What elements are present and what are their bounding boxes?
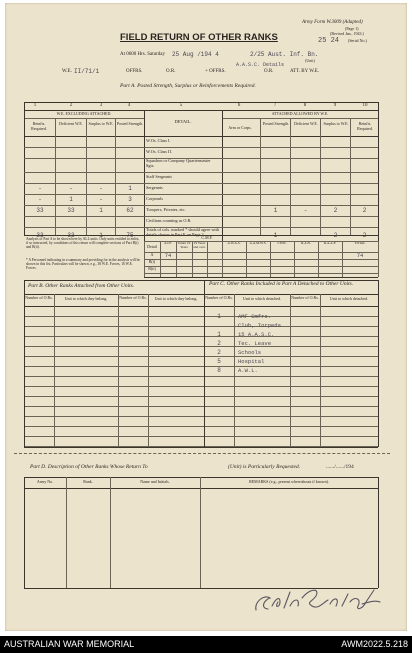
part-d-header-name: Name and Initials. bbox=[140, 479, 170, 484]
unit-name: 2/25 Aust. Inf. Bn. bbox=[250, 51, 319, 58]
table-rule bbox=[24, 136, 378, 137]
table-rule bbox=[320, 294, 321, 447]
table-cell: - bbox=[38, 195, 42, 203]
header-posted-strength-att: Posted Strength. bbox=[262, 121, 290, 126]
table-cell: - bbox=[38, 184, 42, 192]
part-c-header-num-2: Number of O.Rs. bbox=[291, 295, 319, 300]
table-cell: - bbox=[303, 206, 308, 214]
part-c-entry-count: 2 bbox=[217, 349, 221, 356]
detail-label: Troopers, Privates, etc. bbox=[146, 207, 186, 212]
signature bbox=[250, 584, 385, 618]
analysis-header: R.A.A.F. bbox=[323, 241, 337, 245]
serial-label: (Serial No.) bbox=[348, 38, 367, 43]
part-c-entry-unit: Hospital bbox=[238, 358, 265, 365]
table-rule bbox=[378, 477, 379, 588]
table-rule bbox=[24, 436, 378, 437]
col-number-7: 7 bbox=[273, 103, 277, 108]
or-label-2: O.R. bbox=[264, 69, 274, 74]
table-cell: 1 bbox=[128, 184, 132, 192]
table-rule bbox=[24, 306, 378, 307]
part-c-entry-count: 5 bbox=[217, 358, 221, 365]
part-c-header-num-1: Number of O.Rs. bbox=[205, 295, 233, 300]
table-rule bbox=[24, 316, 378, 317]
table-cell: - bbox=[99, 184, 103, 192]
page-number: (Page 1) bbox=[345, 26, 359, 31]
table-rule bbox=[200, 477, 201, 588]
header-posted-strength: Posted Strength. bbox=[116, 121, 144, 126]
analysis-row-label: A bbox=[150, 252, 154, 257]
col-number-2: 2 bbox=[69, 103, 73, 108]
table-rule bbox=[378, 280, 379, 447]
table-cell: 1 bbox=[273, 206, 278, 214]
return-date: 25 Aug /194 4 bbox=[172, 51, 219, 58]
col-number-1: 1 bbox=[33, 103, 37, 108]
part-c-header-unit-2: Unit to which detached. bbox=[329, 296, 369, 301]
footer-institution: AUSTRALIAN WAR MEMORIAL bbox=[4, 639, 135, 649]
analysis-cell: 74 bbox=[356, 252, 364, 259]
detail-label: W.Os. Class II. bbox=[146, 149, 172, 154]
table-rule bbox=[24, 356, 378, 357]
table-cell: - bbox=[99, 195, 103, 203]
detail-label: Totals of cols. marked * should agree with details shown in Part E on Page 2 bbox=[146, 227, 219, 237]
group-header-right: ATTACHED ALLOWED BY W.E. bbox=[271, 111, 329, 116]
analysis-header: R.A.N. bbox=[301, 241, 311, 245]
table-cell: 33 bbox=[36, 206, 44, 214]
table-cell: - bbox=[303, 232, 308, 239]
table-rule bbox=[148, 294, 149, 447]
table-cell: 2 bbox=[333, 206, 338, 214]
footer-bar bbox=[0, 636, 412, 653]
part-b-header-unit-1: Unit to which they belong. bbox=[64, 296, 108, 301]
analysis-note: Analysis of Part A to be shown here by ALL units. Only units entitled to enlist, if so instructed, by conditions of this return will complete sections of Part B(i) and B(ii). bbox=[26, 237, 140, 250]
col-number-5: 5 bbox=[179, 103, 183, 108]
table-rule bbox=[290, 294, 291, 447]
part-c-header-unit-1: Unit to which detached. bbox=[242, 296, 282, 301]
analysis-row-label: Detail bbox=[147, 244, 157, 249]
table-rule bbox=[144, 273, 378, 274]
table-rule bbox=[24, 376, 378, 377]
analysis-header: 19 Years and over. bbox=[193, 241, 206, 249]
detail-label: W.Os. Class I. bbox=[146, 138, 171, 143]
table-cell: 1 bbox=[99, 206, 103, 214]
part-c-entry-unit: Club, Torpeda bbox=[238, 322, 281, 329]
table-cell: 75 bbox=[126, 232, 134, 239]
table-rule bbox=[290, 118, 291, 235]
part-d-date: ....../....../194 bbox=[326, 464, 354, 470]
table-rule bbox=[24, 426, 378, 427]
table-rule bbox=[24, 326, 378, 327]
table-rule bbox=[24, 386, 378, 387]
header-deficient-we: Deficient W.E. bbox=[59, 121, 83, 126]
table-rule bbox=[350, 118, 351, 235]
part-d-header-rank: Rank. bbox=[83, 479, 93, 484]
or-label: O.R. bbox=[166, 69, 176, 74]
part-d-header-remarks: REMARKS (e.g., present whereabouts if known). bbox=[249, 479, 329, 484]
col-number-3: 3 bbox=[99, 103, 103, 108]
part-c-entry-count: 2 bbox=[217, 340, 221, 347]
analysis-header: TOTAL bbox=[354, 241, 366, 245]
analysis-note-2: * A Personnel indicating in a summary and providing for in the analysis will be shown in this list. Particulars will be shown, e.g., 38 W.E. Forces, 16 W.E. Forces. bbox=[26, 258, 140, 271]
table-rule bbox=[24, 147, 378, 148]
table-cell: 33 bbox=[67, 206, 75, 214]
part-b-header-num-1: Number of O.Rs. bbox=[25, 295, 53, 300]
at-hours-label: At 0600 Hrs. Saturday bbox=[120, 52, 165, 57]
table-rule bbox=[204, 280, 205, 447]
col-number-8: 8 bbox=[303, 103, 307, 108]
table-rule bbox=[24, 396, 378, 397]
col-number-9: 9 bbox=[333, 103, 337, 108]
table-cell: 33 bbox=[67, 232, 75, 239]
header-detail: DETAIL. bbox=[174, 119, 192, 124]
table-rule bbox=[110, 477, 111, 588]
table-rule bbox=[55, 118, 56, 235]
col-number-10: 10 bbox=[362, 103, 368, 108]
table-cell: 1 bbox=[273, 232, 278, 239]
table-rule bbox=[260, 118, 261, 235]
table-rule bbox=[24, 488, 378, 489]
cmf-label: C.M.F. bbox=[201, 235, 213, 240]
form-revision: (Revised Jan., 1943.) bbox=[330, 31, 364, 36]
table-rule bbox=[24, 346, 378, 347]
attached-unit-typed: A.A.S.C. Details bbox=[236, 62, 285, 68]
group-header-left: W.E. EXCLUDING ATTACHED. bbox=[56, 111, 112, 116]
detail-label: Staff Sergeants bbox=[146, 174, 172, 179]
table-cell: 33 bbox=[36, 232, 44, 239]
col-number-4: 4 bbox=[127, 103, 131, 108]
table-rule bbox=[24, 172, 378, 173]
table-rule bbox=[24, 216, 378, 217]
detail-label: Corporals bbox=[146, 196, 163, 201]
table-cell: 1 bbox=[69, 195, 73, 203]
part-d-title-unit: (Unit) is Particularly Requested. bbox=[228, 464, 301, 470]
table-rule bbox=[222, 118, 378, 119]
detail-label: Civilians counting as O.R. bbox=[146, 218, 192, 223]
table-cell: 2 bbox=[362, 206, 367, 214]
table-rule bbox=[66, 477, 67, 588]
table-rule bbox=[144, 277, 378, 278]
part-c-entry-unit: A.W.L. bbox=[238, 367, 258, 374]
detail-label: Squadron or Company Quartermaster Sgts. bbox=[146, 158, 211, 168]
col-number-6: 6 bbox=[237, 103, 241, 108]
table-rule bbox=[144, 259, 378, 260]
table-rule bbox=[24, 447, 378, 448]
table-rule bbox=[144, 266, 378, 267]
table-rule bbox=[24, 366, 378, 367]
analysis-header: A.W.A.S. bbox=[227, 241, 241, 245]
form-title: FIELD RETURN OF OTHER RANKS bbox=[120, 32, 278, 43]
perforation-line bbox=[14, 453, 390, 454]
part-c-entry-unit: AMF Cmfrs. bbox=[238, 313, 272, 320]
header-deficient-we-att: Deficient W.E. bbox=[294, 121, 318, 126]
part-c-entry-unit: Schools bbox=[238, 349, 262, 356]
header-reinfts-required: Reinfts. Required. bbox=[31, 121, 47, 131]
table-rule bbox=[54, 294, 55, 447]
we-label: W.E. bbox=[62, 69, 72, 74]
table-rule bbox=[118, 294, 119, 447]
table-rule bbox=[24, 406, 378, 407]
part-b-header-num-2: Number of O.Rs. bbox=[119, 295, 147, 300]
part-d-header-army-no: Army No. bbox=[36, 479, 54, 484]
part-c-entry-count: 1 bbox=[217, 331, 221, 338]
we-value: II/71/1 bbox=[74, 68, 100, 75]
part-c-entry-count: 8 bbox=[217, 367, 221, 374]
offrs-label-2: + OFFRS. bbox=[205, 69, 226, 74]
unit-label: (Unit) bbox=[305, 58, 315, 63]
table-rule bbox=[320, 118, 321, 235]
form-number: Army Form W.3009 (Adapted) bbox=[302, 20, 363, 25]
footer-accession-number: AWM2022.5.218 bbox=[341, 639, 408, 649]
header-surplus-we-att: Surplus to W.E. bbox=[323, 121, 349, 126]
table-rule bbox=[378, 241, 379, 277]
part-c-title: Part C. Other Ranks Included in Part A Detached to Other Units. bbox=[209, 281, 354, 287]
table-cell: 2 bbox=[333, 232, 338, 239]
table-rule bbox=[234, 294, 235, 447]
table-rule bbox=[24, 477, 378, 478]
table-rule bbox=[24, 336, 378, 337]
table-cell: - bbox=[69, 184, 73, 192]
part-c-entry-unit: 15 A.A.S.C. bbox=[238, 331, 275, 338]
table-rule bbox=[24, 477, 25, 588]
analysis-row-label: B(ii) bbox=[148, 266, 156, 271]
analysis-header: A.I.F. bbox=[164, 241, 172, 245]
table-rule bbox=[24, 280, 25, 447]
serial-value: 25 24 bbox=[318, 37, 340, 45]
analysis-header: CIVIL bbox=[277, 241, 287, 245]
table-rule bbox=[24, 416, 378, 417]
table-rule bbox=[115, 118, 116, 235]
header-arm-corps: Arm or Corps. bbox=[228, 125, 252, 130]
header-reinfts-required-att: Reinfts. Required. bbox=[357, 121, 373, 131]
table-cell: 1 bbox=[99, 232, 103, 239]
part-d-title: Part D. Description of Other Ranks Whose Return To bbox=[30, 464, 148, 470]
header-surplus-we: Surplus to W.E. bbox=[88, 121, 114, 126]
table-rule bbox=[24, 118, 144, 119]
table-cell: 62 bbox=[126, 206, 134, 214]
analysis-header: A.A.M.W.S. bbox=[249, 241, 267, 245]
part-c-entry-count: 1 bbox=[217, 313, 221, 320]
table-cell: 2 bbox=[362, 232, 367, 239]
part-a-title: Part A. Posted Strength, Surplus or Reinforcements Required. bbox=[120, 83, 256, 89]
analysis-row-label: B(i) bbox=[148, 259, 156, 264]
analysis-header: Under 19 Years bbox=[177, 241, 191, 249]
offrs-label: OFFRS. bbox=[126, 69, 143, 74]
part-b-title: Part B. Other Ranks Attached from Other Units. bbox=[28, 283, 135, 289]
part-c-entry-unit: Tec. Leave bbox=[238, 340, 272, 347]
part-b-header-unit-2: Unit to which they belong. bbox=[154, 296, 198, 301]
analysis-cell: 74 bbox=[164, 252, 172, 259]
attached-by-we-label: ATT. BY W.E. bbox=[290, 69, 320, 74]
detail-label: Sergeants bbox=[146, 185, 163, 190]
table-cell: 3 bbox=[128, 195, 132, 203]
table-rule bbox=[86, 118, 87, 235]
